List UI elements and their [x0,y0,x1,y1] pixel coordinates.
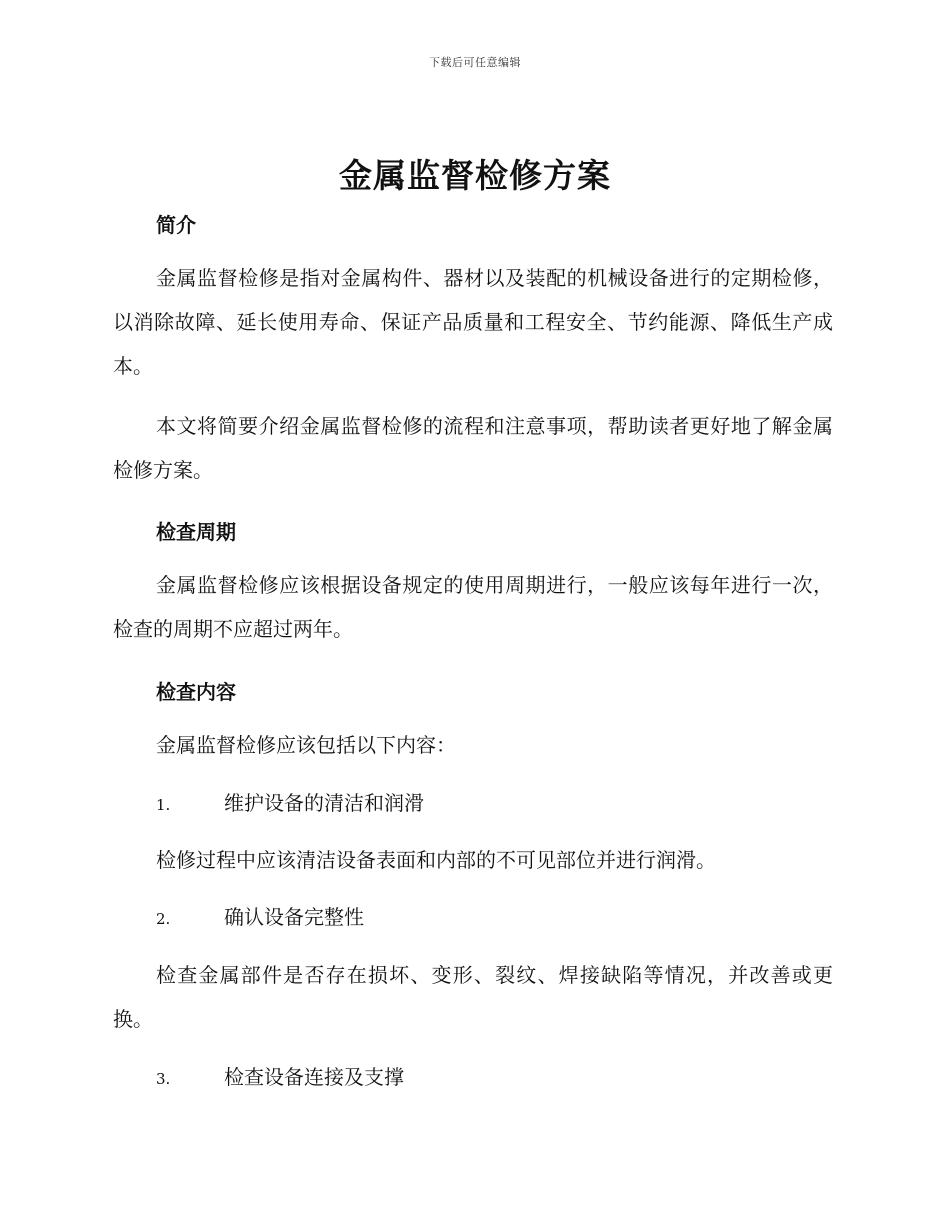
list-item-1 [156,789,424,819]
header-note: 下载后可任意编辑 [429,56,521,69]
list-title: 维护设备的清洁和润滑 [224,791,424,815]
list-title: 检查设备连接及支撑 [224,1065,404,1089]
list-title: 确认设备完整性 [224,905,364,929]
intro-paragraph-1: 金属监督检修是指对金属构件、器材以及装配的机械设备进行的定期检修，以消除故障、延长使用寿命、保证产品质量和工程安全、节约能源、降低生产成本。 [113,266,833,378]
list-item-1-body: 检修过程中应该清洁设备表面和内部的不可见部位并进行润滑。 [156,848,716,872]
section-heading-content: 检查内容 [156,680,236,704]
list-number: 1. [156,796,171,814]
document-title: 金属监督检修方案 [339,156,611,195]
list-item-3 [156,1063,404,1093]
list-number: 3. [156,1070,171,1088]
list-item-2-body: 检查金属部件是否存在损坏、变形、裂纹、焊接缺陷等情况，并改善或更换。 [113,963,833,1031]
intro-paragraph-2: 本文将简要介绍金属监督检修的流程和注意事项，帮助读者更好地了解金属检修方案。 [113,414,833,482]
section-heading-period: 检查周期 [156,520,236,544]
period-paragraph-1: 金属监督检修应该根据设备规定的使用周期进行，一般应该每年进行一次，检查的周期不应超过两年。 [113,573,833,641]
list-item-2 [156,903,364,933]
section-heading-intro: 简介 [156,213,196,237]
content-intro: 金属监督检修应该包括以下内容： [156,733,456,757]
list-number: 2. [156,910,171,928]
